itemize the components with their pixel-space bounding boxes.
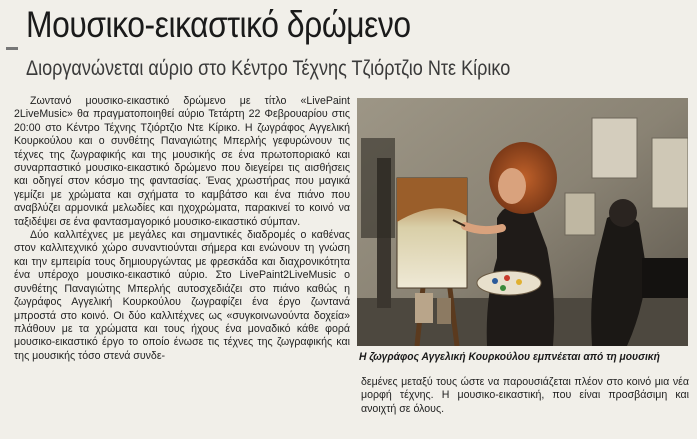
article-continuation: δεμένες μεταξύ τους ώστε να παρουσιάζεται πλέον στο κοινό μια νέα μορφή τέχνης. Η μουσικο-εικαστική, που είναι προσβάσιμη και ανοιχτή σε όλους. [361, 376, 689, 415]
article-paragraph-2: Δύο καλλιτέχνες με μεγάλες και σημαντικές διαδρομές ο καθένας στον καλλιτεχνικό χώρο συναντιούνται σήμερα και ενώνουν τη γνώση και την εμπειρία τους δημιουργώντας με φρεσκάδα και διαχρονικότητα ένα υπέροχο μουσικο-εικαστικό αύριο. Στο LivePaint2LiveMusic ο συνθέτης Παναγιώτης Μπερλής αυτοσχεδιάζει στο πιάνο καθώς η ζωγράφος Αγγελική Κουρκούλου ζωγραφίζει ένα έργο ζωντανά μπροστά στο κοινό. Οι δύο καλλιτέχνες ως «συγκοινωνούντα δοχεία» πλάθουν με τα χρώματα και τους ήχους ένα μοναδικό κάθε φορά μουσικο-εικαστικό έργο το οποίο ένωσε τις τέχνες της ζωγραφικής και της μουσικής τόσο στενά συνδε- [14, 229, 350, 362]
painter-at-easel-photo [357, 98, 688, 346]
article-body-left-column [14, 95, 350, 363]
article-body-right-column [361, 376, 689, 416]
article-photo [357, 98, 688, 346]
photo-caption: Η ζωγράφος Αγγελική Κουρκούλου εμπνέεται από τη μουσική [359, 351, 660, 363]
article-subheadline: Διοργανώνεται αύριο στο Κέντρο Τέχνης Τζιόρτζιο Ντε Κίρικο [26, 57, 511, 80]
article-headline: Μουσικο-εικαστικό δρώμενο [26, 4, 411, 45]
margin-mark [6, 47, 18, 50]
article-paragraph-1: Ζωντανό μουσικο-εικαστικό δρώμενο με τίτλο «LivePaint 2LiveMusic» θα πραγματοποιηθεί αύριο Τετάρτη 22 Φεβρουαρίου στις 20:00 στο Κέντρο Τέχνης Τζιόρτζιο Ντε Κίρικο. Η ζωγράφος Αγγελική Κουρκούλου και ο συνθέτης Παναγιώτης Μπερλής γεφυρώνουν τις τέχνες της ζωγραφικής και της μουσικής σε ένα πρωτοποριακό και συναρπαστικό μουσικο-εικαστικό δρώμενο που διεγείρει τις αισθήσεις και οδηγεί στον κόσμο της φαντασίας. Ένας χρωστήρας που μαγικά γεμίζει με χρώματα και σχήματα το καμβάτσο και ένα πιάνο που αναβλύζει αρμονικά μελωδίες και ηχοχρώματα, παρακινεί το κοινό να ταξιδέψει σε ένα φαντασμαγορικό μουσικο-εικαστικό σύμπαν. [14, 95, 350, 228]
